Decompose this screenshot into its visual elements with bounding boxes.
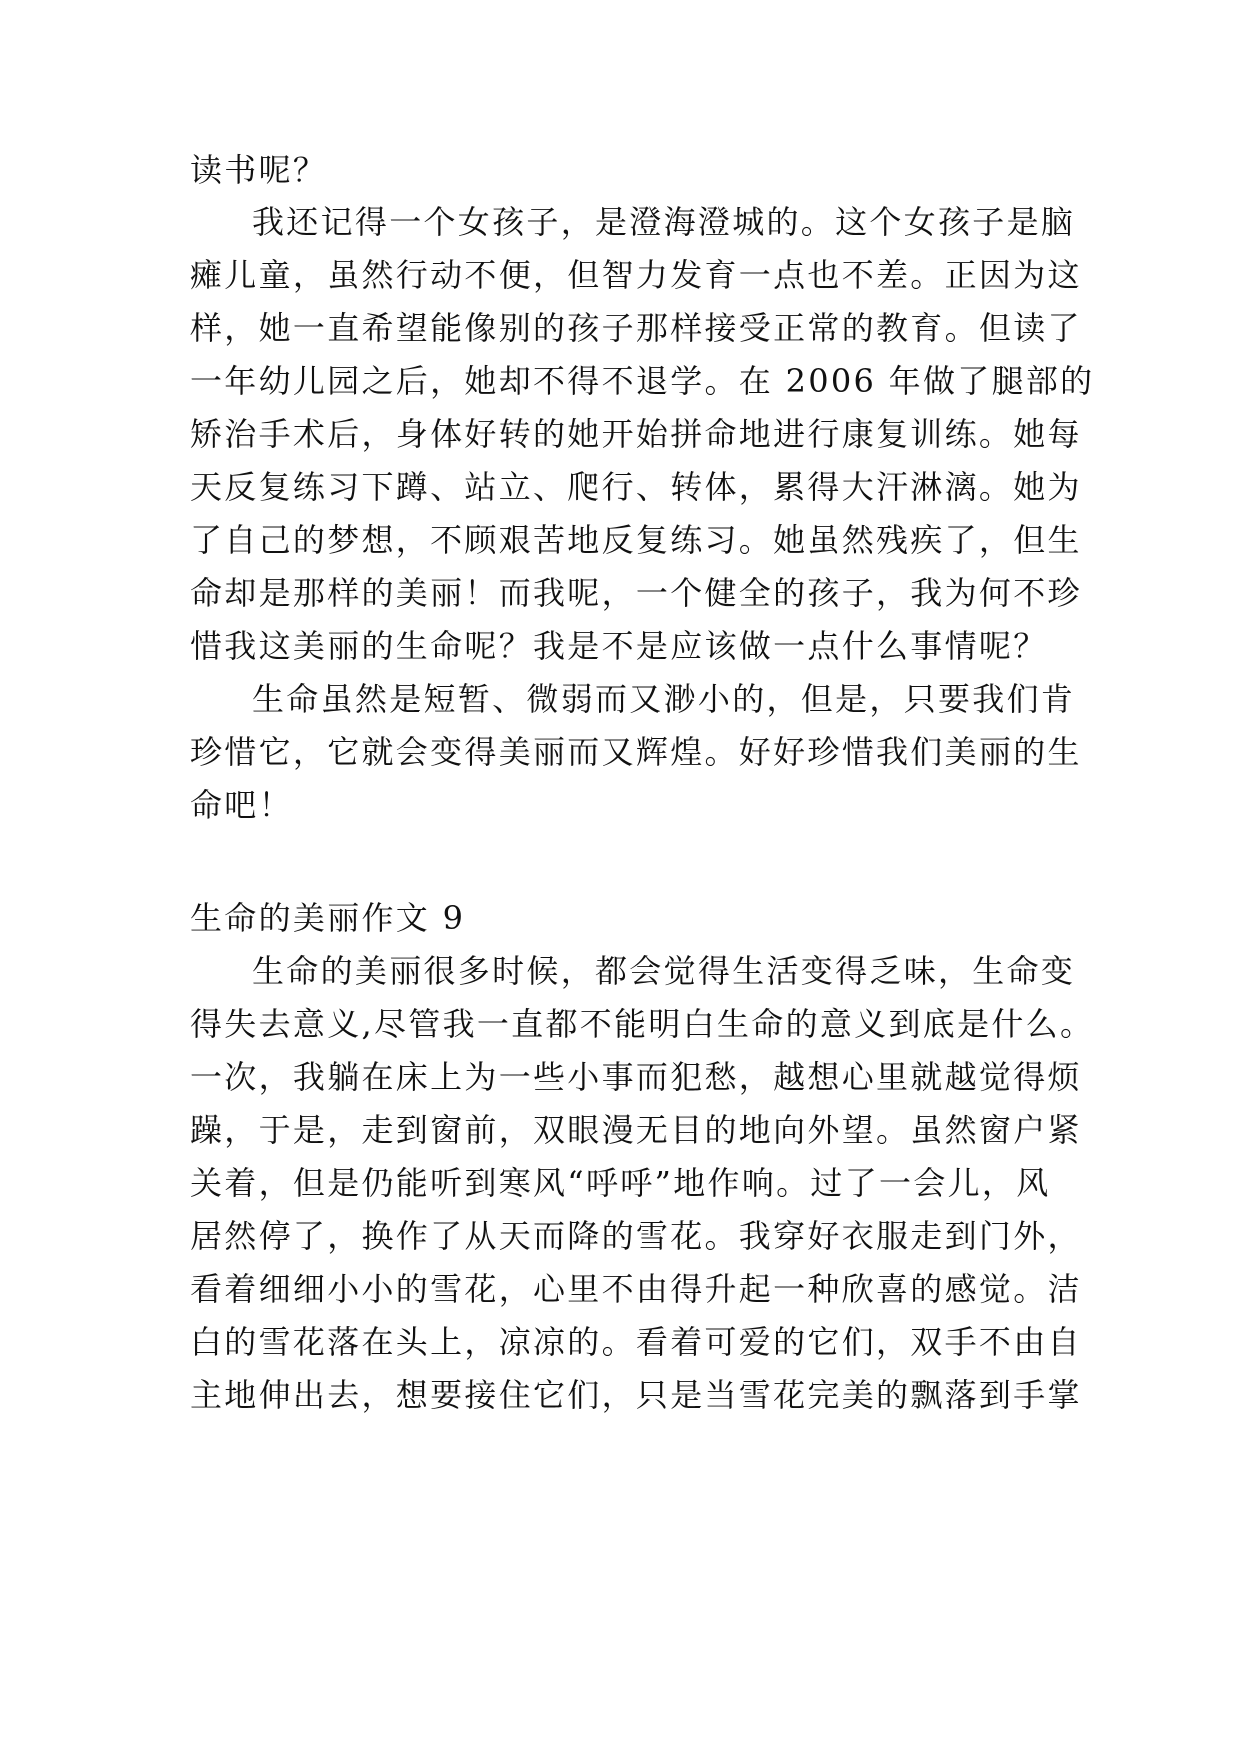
text-line: 命吧！: [190, 786, 293, 824]
text-line: 生命虽然是短暂、微弱而又渺小的，但是，只要我们肯: [252, 680, 1076, 718]
section-heading: 生命的美丽作文 9: [190, 899, 466, 937]
text-line: 生命的美丽很多时候，都会觉得生活变得乏味，生命变: [252, 952, 1076, 990]
text-line: 看着细细小小的雪花，心里不由得升起一种欣喜的感觉。洁: [190, 1270, 1082, 1308]
text-line: 关着，但是仍能听到寒风“呼呼”地作响。过了一会儿，风: [190, 1164, 1051, 1202]
text-line: 惜我这美丽的生命呢？我是不是应该做一点什么事情呢？: [190, 627, 1048, 665]
text-line: 瘫儿童，虽然行动不便，但智力发育一点也不差。正因为这: [190, 256, 1082, 294]
text-line: 珍惜它，它就会变得美丽而又辉煌。好好珍惜我们美丽的生: [190, 733, 1082, 771]
text-line: 矫治手术后，身体好转的她开始拼命地进行康复训练。她每: [190, 415, 1082, 453]
text-line: 读书呢？: [190, 151, 328, 189]
text-line: 了自己的梦想，不顾艰苦地反复练习。她虽然残疾了，但生: [190, 521, 1082, 559]
text-line: 天反复练习下蹲、站立、爬行、转体，累得大汗淋漓。她为: [190, 468, 1082, 506]
text-line: 主地伸出去，想要接住它们，只是当雪花完美的飘落到手掌: [190, 1376, 1082, 1414]
text-line: 白的雪花落在头上，凉凉的。看着可爱的它们，双手不由自: [190, 1323, 1082, 1361]
text-line: 一年幼儿园之后，她却不得不退学。在 2006 年做了腿部的: [190, 362, 1095, 400]
text-line: 命却是那样的美丽！而我呢，一个健全的孩子，我为何不珍: [190, 574, 1082, 612]
text-line: 躁，于是，走到窗前，双眼漫无目的地向外望。虽然窗户紧: [190, 1111, 1082, 1149]
text-line: 一次，我躺在床上为一些小事而犯愁，越想心里就越觉得烦: [190, 1058, 1082, 1096]
text-line: 居然停了，换作了从天而降的雪花。我穿好衣服走到门外，: [190, 1217, 1082, 1255]
text-line: 样，她一直希望能像别的孩子那样接受正常的教育。但读了: [190, 309, 1082, 347]
text-line: 得失去意义,尽管我一直都不能明白生命的意义到底是什么。: [190, 1005, 1095, 1043]
text-line: 我还记得一个女孩子，是澄海澄城的。这个女孩子是脑: [252, 203, 1076, 241]
